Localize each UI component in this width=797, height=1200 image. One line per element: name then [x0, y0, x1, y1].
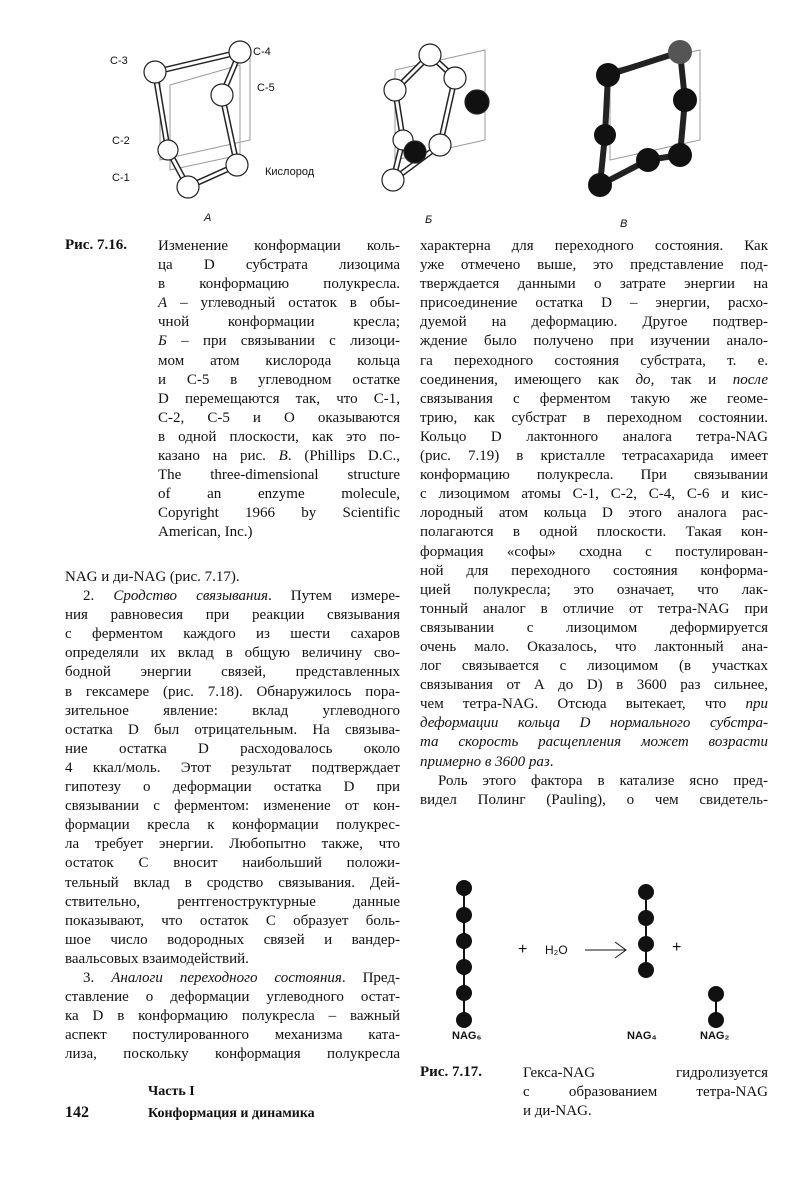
text-line: [420, 714, 768, 733]
text-line: тверждается данными о затрате энергии на: [420, 276, 768, 293]
text-line: в гексамере (рис. 7.18). Обнаружилось пора-: [65, 683, 400, 700]
italic-text: примерно в 3600 раз: [420, 753, 550, 770]
text-line: с лизоцимом атомы С-1, С-2, С-4, С-6 и кис-: [420, 486, 768, 503]
text-line: бодной энергии связей, представленных: [65, 664, 400, 681]
text-line: видел Полинг (Pauling), о чем свидетель-: [420, 791, 768, 808]
text-line: тельный вклад в сродство связывания. Дей-: [65, 874, 400, 891]
right-column-text: [420, 237, 768, 810]
caption-line: с образованием тетра-NAG: [523, 1084, 768, 1101]
caption-line: и ди-NAG.: [523, 1103, 592, 1120]
text-line: га переходного состояния субстрата, т. е.: [420, 352, 768, 369]
italic-text: та скорость расщепления может возрасти: [420, 734, 768, 751]
text-line: NAG и ди-NAG (рис. 7.17).: [65, 569, 240, 585]
label-c3: C-3: [110, 55, 128, 67]
text-line: The three-dimensional structure: [158, 467, 400, 484]
part-label: Часть I: [148, 1084, 195, 1099]
text-line: полагаются в одной плоскости. Такая кон-: [420, 524, 768, 541]
text-line: в одной плоскости, как это по-: [158, 428, 400, 445]
text-line: ствительно, рентгеноструктурные данные: [65, 893, 400, 910]
label-c5: C-5: [257, 82, 275, 94]
text-line: ния равновесия при реакции связывания: [65, 607, 400, 624]
figure-7-16-caption: [158, 237, 400, 543]
text-segment: казано на рис.: [158, 448, 279, 465]
text-line: [420, 371, 768, 390]
figure-7-17-caption: [523, 1064, 768, 1121]
section-title: Конформация и динамика: [148, 1106, 315, 1121]
italic-text: до: [635, 371, 651, 388]
caption-line: Гекса-NAG гидролизуется: [523, 1065, 768, 1081]
text-line: ной для переходного состояния конформа-: [420, 562, 768, 579]
text-line: 4 ккал/моль. Этот результат подтверждает: [65, 759, 400, 776]
text-line: в конформацию полукресла.: [158, 276, 400, 293]
plus-sign: +: [518, 941, 528, 958]
text-line: формация «софы» сходна с постулирован-: [420, 543, 768, 560]
text-segment: соединения, имеющего как: [420, 371, 636, 388]
text-line: Copyright 1966 by Scientific: [158, 505, 400, 522]
text-segment: 2.: [83, 588, 114, 605]
text-line: Изменение конформации коль-: [158, 238, 400, 254]
text-line: гипотезу о деформации остатка D при: [65, 779, 400, 796]
text-line: дуемой на деформацию. Другое подтвер-: [420, 314, 768, 331]
text-line: показывают, что остаток С образует боль-: [65, 912, 400, 929]
text-segment: . Пред-: [341, 969, 401, 986]
left-column-text: [65, 568, 400, 1064]
text-line: (рис. 7.19) в кристалле тетрасахарида имеет: [420, 448, 768, 465]
text-line: с ферментом каждого из шести сахаров: [65, 626, 400, 643]
text-line: очень мало. Оказалось, что лактонный ана-: [420, 638, 768, 655]
text-line: зительное явление: вклад углеводного: [65, 702, 400, 719]
text-line: [158, 294, 400, 313]
text-line: шое число водородных связей и вандер-: [65, 931, 400, 948]
italic-text: Б: [158, 333, 167, 350]
panel-label-a: А: [204, 212, 212, 224]
text-segment: , так и: [650, 371, 733, 388]
text-line: связывании с лизоцимом деформируется: [420, 619, 768, 636]
label-oxygen: Кислород: [265, 166, 315, 178]
text-line: и С-5 в углеводном остатке: [158, 371, 400, 388]
text-segment: 3.: [83, 969, 112, 986]
text-line: [420, 695, 768, 714]
text-line: American, Inc.): [158, 524, 253, 541]
text-line: of an enzyme molecule,: [158, 486, 400, 503]
text-segment: . Путем измере-: [267, 588, 400, 605]
panel-label-c: В: [620, 218, 628, 230]
text-line: чной конформации кресла;: [158, 314, 400, 331]
text-line: ка D в конформацию полукресла – важный: [65, 1008, 400, 1025]
text-line: определяли их вклад в общую величину сво-: [65, 645, 400, 662]
italic-text: деформации кольца D нормального субстра-: [420, 715, 768, 732]
text-line: аспект постулированного механизма ката-: [65, 1027, 400, 1044]
text-line: ла требует энергии. Любопытно также, что: [65, 836, 400, 853]
text-line: лиза, поскольку конформация полукресла: [65, 1046, 400, 1063]
panel-label-b: Б: [425, 214, 433, 226]
text-line: ваальсовых взаимодействий.: [65, 950, 249, 967]
molecule-a: [144, 41, 251, 198]
text-line: ставление о деформации углеводного остат-: [65, 989, 400, 1006]
page-number: 142: [65, 1104, 89, 1121]
italic-text: при: [745, 696, 768, 713]
text-line: [65, 587, 400, 606]
italic-text: А: [158, 295, 168, 312]
label-c2: C-2: [112, 135, 130, 147]
label-c1: C-1: [112, 172, 130, 184]
text-line: связывании с ферментом: изменение от кон-: [65, 798, 400, 815]
nag2-label: NAG₂: [700, 1030, 730, 1042]
figure-7-17-drawing: [440, 870, 770, 1040]
italic-text: Сродство связывания: [113, 588, 268, 605]
text-line: остаток С вносит наибольший положи-: [65, 855, 400, 872]
nag6-label: NAG₆: [452, 1030, 482, 1042]
text-line: [158, 332, 400, 351]
text-line: остатка D был отрицательным. На связыва-: [65, 721, 400, 738]
italic-text: после: [732, 371, 768, 388]
figure-7-16-drawings: [100, 30, 780, 230]
text-segment: чем тетра-NAG. Отсюда вытекает, что: [420, 696, 746, 713]
text-line: характерна для переходного состояния. Как: [420, 238, 768, 254]
text-line: [65, 969, 400, 988]
text-line: ждение было получено при изучении анало-: [420, 333, 768, 350]
text-line: ца D субстрата лизоцима: [158, 257, 400, 274]
nag4-label: NAG₄: [627, 1030, 657, 1042]
text-line: лородный атом кольца D этого аналога рас-: [420, 505, 768, 522]
text-line: связывания с ферментом такую же геоме-: [420, 390, 768, 407]
text-segment: – при связывании с лизоци-: [166, 333, 400, 350]
label-c4: C-4: [253, 46, 271, 58]
italic-text: В: [278, 448, 288, 465]
text-line: [420, 753, 768, 772]
water-label: H₂O: [545, 943, 568, 957]
text-segment: .: [549, 753, 554, 770]
text-line: цией полукресла; это означает, что лак-: [420, 581, 768, 598]
text-line: С-2, С-5 и О оказываются: [158, 409, 400, 426]
text-line: связывания от А до D) в 3600 раз сильнее,: [420, 677, 768, 694]
molecule-c: [588, 40, 700, 197]
text-segment: – углеводный остаток в обы-: [167, 295, 400, 312]
italic-text: Аналоги переходного состояния: [111, 969, 342, 986]
text-line: [158, 447, 400, 466]
text-segment: . (Phillips D.C.,: [287, 448, 401, 465]
text-line: Роль этого фактора в катализе ясно пред-: [438, 772, 768, 789]
text-line: тонный аналог в отличие от тетра-NAG при: [420, 600, 768, 617]
text-line: Кольцо D лактонного аналога тетра-NAG: [420, 428, 768, 445]
text-line: формации кресла к конформации полукрес-: [65, 817, 400, 834]
text-line: присоединение остатка D – энергии, расхо-: [420, 295, 768, 312]
text-line: мом атом кислорода кольца: [158, 352, 400, 369]
figure-7-17-caption-label: Рис. 7.17.: [420, 1064, 482, 1080]
text-line: ние остатка D расходовалось около: [65, 740, 400, 757]
molecule-b: [382, 44, 489, 191]
nag-residues: [456, 880, 724, 1028]
plus-sign: +: [672, 939, 682, 956]
text-line: уже отмечено выше, это представление под-: [420, 257, 768, 274]
text-line: лог связывается с лизоцимом (в участках: [420, 658, 768, 675]
text-line: трию, как субстрат в переходном состоянии.: [420, 409, 768, 426]
text-line: [420, 733, 768, 752]
text-line: D перемещаются так, что С-1,: [158, 390, 400, 407]
figure-7-16-caption-label: Рис. 7.16.: [65, 237, 127, 253]
text-line: конформацию полукресла. При связывании: [420, 467, 768, 484]
